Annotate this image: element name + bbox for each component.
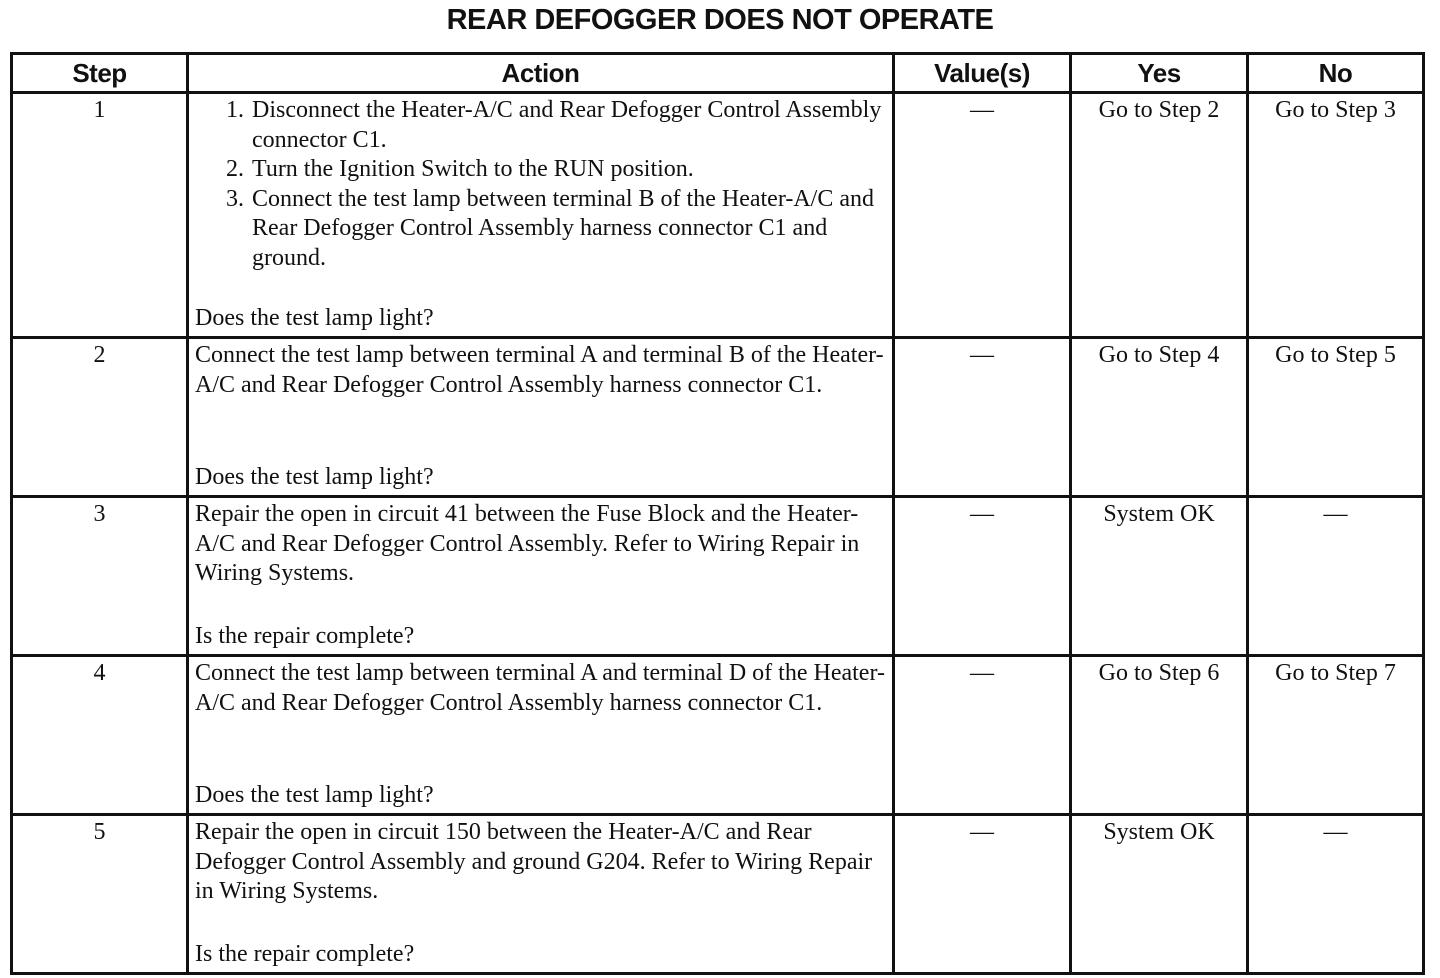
substep: 2. Turn the Ignition Switch to the RUN position. [250,155,886,185]
value-cell: — [894,338,1071,497]
action-question: Is the repair complete? [195,940,415,967]
header-step: Step [12,54,188,93]
header-row [12,54,1424,93]
action-cell [188,93,894,338]
yes-cell: Go to Step 2 [1071,93,1248,338]
action-instruction: Repair the open in circuit 150 between the Heater-A/C and Rear Defogger Control Assembly and ground G204. Refer to Wiring Repair in Wiring Systems. [195,819,873,904]
action-cell [188,497,894,656]
yes-cell: Go to Step 4 [1071,338,1248,497]
value-cell: — [894,656,1071,815]
action-question: Does the test lamp light? [195,463,434,490]
no-cell: Go to Step 3 [1248,93,1424,338]
substep: 1. Disconnect the Heater-A/C and Rear Defogger Control Assembly connector C1. [250,96,886,155]
table-row [12,656,1424,815]
header-yes: Yes [1071,54,1248,93]
action-instruction: Repair the open in circuit 41 between the Fuse Block and the Heater-A/C and Rear Defogger Control Assembly. Refer to Wiring Repair in Wiring Systems. [195,501,860,586]
substep-list [195,96,886,273]
yes-cell: Go to Step 6 [1071,656,1248,815]
step-number: 5 [12,815,188,974]
header-no: No [1248,54,1424,93]
table-row [12,338,1424,497]
yes-cell: System OK [1071,815,1248,974]
step-number: 1 [12,93,188,338]
step-number: 4 [12,656,188,815]
value-cell: — [894,497,1071,656]
table-row [12,93,1424,338]
action-instruction: Connect the test lamp between terminal A and terminal B of the Heater-A/C and Rear Defogger Control Assembly harness connector C1. [195,342,884,398]
value-cell: — [894,815,1071,974]
action-cell [188,338,894,497]
yes-cell: System OK [1071,497,1248,656]
header-action: Action [188,54,894,93]
action-question: Is the repair complete? [195,622,415,649]
no-cell: Go to Step 5 [1248,338,1424,497]
no-cell: — [1248,815,1424,974]
table-row [12,815,1424,974]
action-question: Does the test lamp light? [195,304,434,331]
action-instruction: Connect the test lamp between terminal A and terminal D of the Heater-A/C and Rear Defogger Control Assembly harness connector C1. [195,660,885,716]
header-values: Value(s) [894,54,1071,93]
page-title: REAR DEFOGGER DOES NOT OPERATE [446,4,994,36]
no-cell: Go to Step 7 [1248,656,1424,815]
step-number: 3 [12,497,188,656]
action-cell [188,815,894,974]
value-cell: — [894,93,1071,338]
action-question: Does the test lamp light? [195,781,434,808]
table-row [12,497,1424,656]
action-cell [188,656,894,815]
step-number: 2 [12,338,188,497]
diagnostic-table [10,52,1425,975]
no-cell: — [1248,497,1424,656]
substep: 3. Connect the test lamp between terminal B of the Heater-A/C and Rear Defogger Control Assembly harness connector C1 and ground. [250,185,886,274]
